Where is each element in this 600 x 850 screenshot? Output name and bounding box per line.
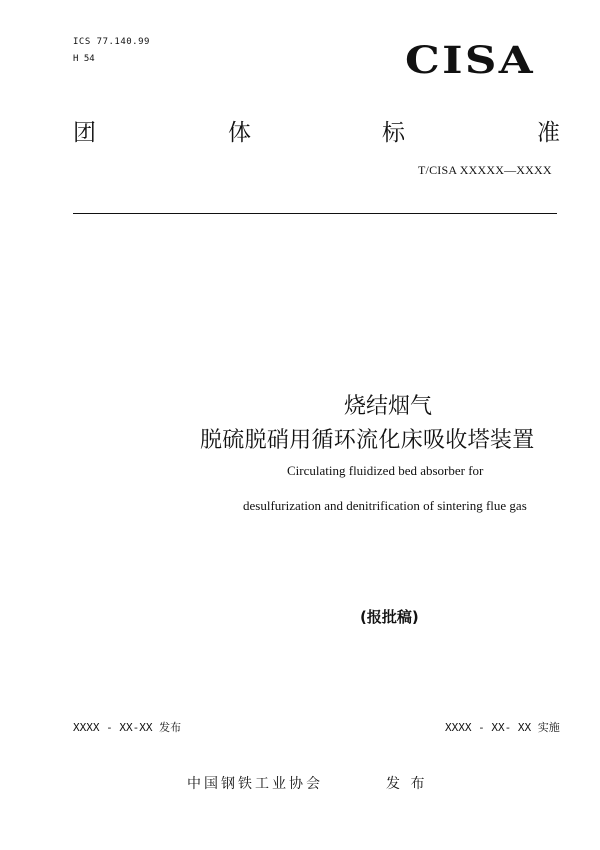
english-title-line-1: Circulating fluidized bed absorber for: [287, 463, 484, 478]
draft-status: (报批稿): [360, 608, 419, 626]
implement-date: XXXX - XX- XX 实施: [445, 721, 560, 734]
cisa-logo: CISA: [405, 38, 536, 82]
title-line-2: 脱硫脱硝用循环流化床吸收塔装置: [200, 428, 535, 453]
standard-number: T/CISA XXXXX—XXXX: [418, 163, 552, 177]
header-divider: [73, 213, 557, 214]
standard-type-char: 团: [73, 120, 96, 146]
ics-code: ICS 77.140.99: [73, 37, 150, 47]
standard-type-char: 体: [228, 120, 251, 146]
issuing-organization: 中国钢铁工业协会: [187, 776, 323, 792]
standard-type-char: 标: [382, 120, 405, 146]
issue-action: 发 布: [386, 776, 428, 792]
standard-type-char: 准: [537, 120, 560, 146]
title-line-1: 烧结烟气: [344, 394, 433, 419]
ccs-code: H 54: [73, 54, 95, 64]
english-title-line-2: desulfurization and denitrification of sintering flue gas: [243, 498, 527, 513]
publish-date: XXXX - XX-XX 发布: [73, 721, 182, 734]
